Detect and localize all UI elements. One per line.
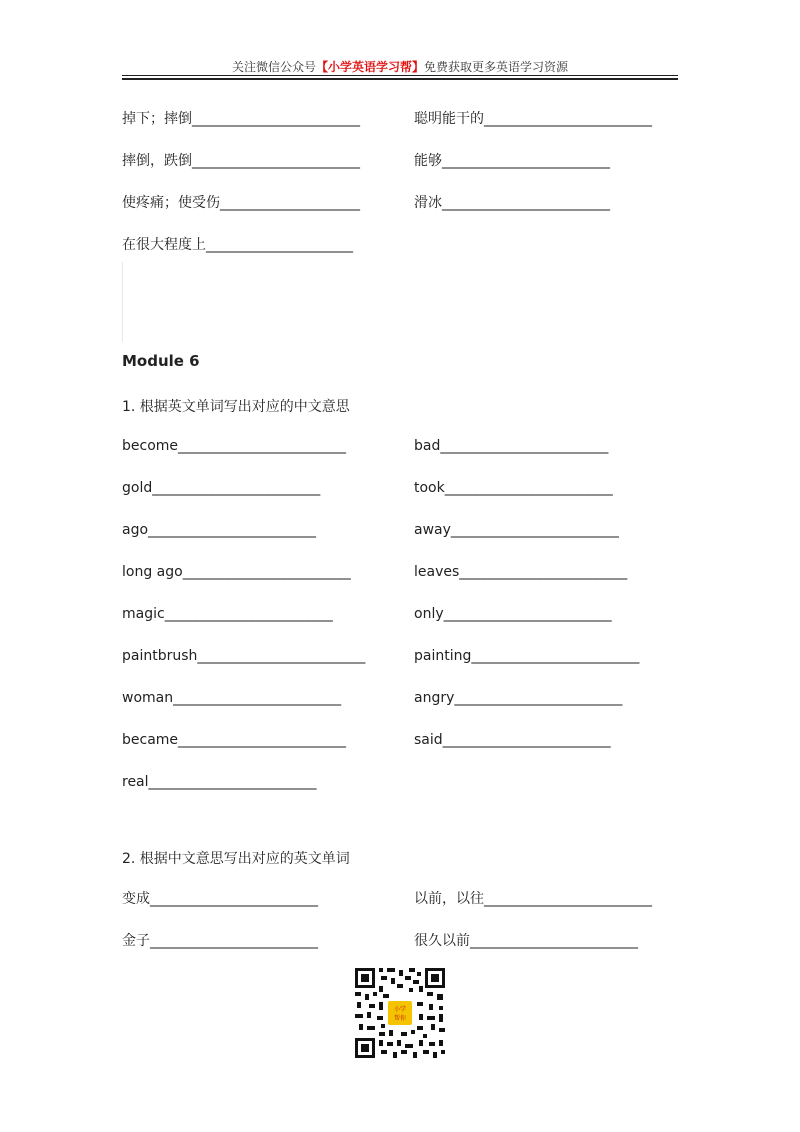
page-header (122, 58, 678, 75)
exercise-item: gold________________________ (122, 480, 321, 496)
exercise-item: leaves________________________ (414, 564, 628, 580)
header-prefix: 关注微信公众号 (231, 60, 316, 74)
exercise-item: real________________________ (122, 774, 317, 790)
vocab-top-item: 能够________________________ (414, 153, 610, 169)
exercise-item: ago________________________ (122, 522, 317, 538)
module-title: Module 6 (122, 352, 200, 370)
exercise-item: said________________________ (414, 732, 611, 748)
qr-code-icon (353, 966, 447, 1060)
section1-instruction: 1. 根据英文单词写出对应的中文意思 (122, 399, 350, 415)
vocab-top-item: 聪明能干的________________________ (414, 111, 652, 127)
exercise-item: became________________________ (122, 732, 347, 748)
margin-mark (122, 262, 123, 342)
vocab-top-item: 在很大程度上_____________________ (122, 237, 353, 253)
exercise-item: angry________________________ (414, 690, 623, 706)
vocab-top-item: 滑冰________________________ (414, 195, 610, 211)
exercise-item: become________________________ (122, 438, 347, 454)
exercise-item: 变成________________________ (122, 891, 318, 907)
vocab-top-item: 摔倒，跌倒________________________ (122, 153, 360, 169)
exercise-item: bad________________________ (414, 438, 609, 454)
exercise-item: took________________________ (414, 480, 613, 496)
exercise-item: long ago________________________ (122, 564, 351, 580)
vocab-top-item: 使疼痛；使受伤____________________ (122, 195, 360, 211)
exercise-item: away________________________ (414, 522, 619, 538)
exercise-item: 很久以前________________________ (414, 933, 638, 949)
exercise-item: only________________________ (414, 606, 612, 622)
exercise-item: 以前，以往________________________ (414, 891, 652, 907)
qr-logo-text-1: 小学 (393, 1006, 407, 1013)
header-suffix: 免费获取更多英语学习资源 (424, 60, 569, 74)
section2-instruction: 2. 根据中文意思写出对应的英文单词 (122, 851, 350, 867)
qr-logo-text-2: 帮你 (393, 1015, 407, 1022)
exercise-item: 金子________________________ (122, 933, 318, 949)
qr-logo (387, 1000, 413, 1026)
header-rule-thin (122, 75, 678, 76)
exercise-item: woman________________________ (122, 690, 342, 706)
header-brand: 【小学英语学习帮】 (315, 60, 424, 74)
exercise-item: magic________________________ (122, 606, 333, 622)
header-rule-thick (122, 78, 678, 80)
exercise-item: paintbrush________________________ (122, 648, 366, 664)
exercise-item: painting________________________ (414, 648, 640, 664)
vocab-top-item: 掉下；摔倒________________________ (122, 111, 360, 127)
